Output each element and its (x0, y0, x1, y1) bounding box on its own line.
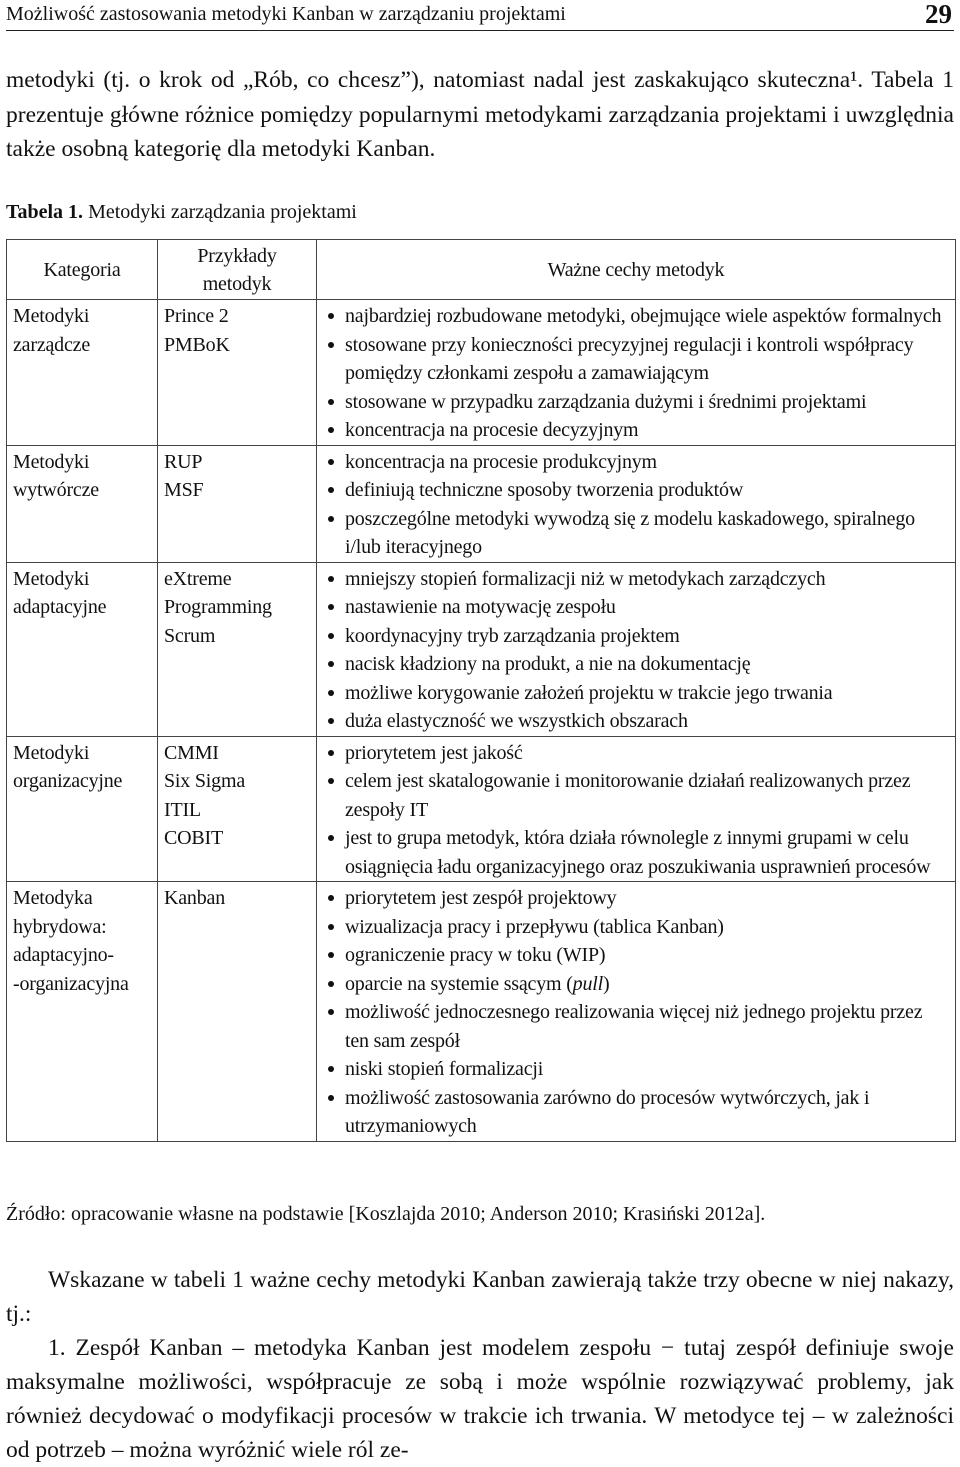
table-row (7, 445, 956, 562)
table-caption-label: Tabela 1. (6, 201, 84, 223)
category-cell (7, 300, 158, 446)
body-paragraph-2: 1. Zespół Kanban – metodyka Kanban jest modelem zespołu − tutaj zespół definiuje swoje maksymalne możliwości, współpracuje ze sobą i może wspólnie rozwiązywać problemy, jak również decydować o modyfikacji procesów w trakcie ich trwania. W metodyce tej – w zależności od potrzeb – można wyróżnić wiele ról ze- (6, 1335, 954, 1463)
features-list (321, 448, 949, 562)
feature-item: koncentracja na procesie decyzyjnym (321, 416, 949, 445)
methods-table (6, 239, 956, 1142)
category-line: hybrydowa: (13, 915, 107, 938)
example-method: CMMI (164, 741, 219, 764)
feature-item: duża elastyczność we wszystkich obszarach (321, 707, 949, 736)
category-line: adaptacyjne (13, 596, 107, 618)
category-cell (7, 562, 158, 736)
example-method: RUP (164, 450, 203, 473)
feature-item: koordynacyjny tryb zarządzania projektem (321, 622, 949, 651)
category-line: Metodyka (13, 887, 93, 909)
feature-item: wizualizacja pracy i przepływu (tablica Kanban) (321, 913, 949, 942)
feature-item: nastawienie na motywację zespołu (321, 593, 949, 622)
body-paragraph-1: Wskazane w tabeli 1 ważne cechy metodyki Kanban zawierają także trzy obecne w niej nakazy, tj.: (6, 1267, 954, 1327)
category-line: Metodyki (13, 305, 90, 327)
category-line: -organizacyjna (13, 972, 129, 995)
table-source-note: Źródło: opracowanie własne na podstawie [Koszlajda 2010; Anderson 2010; Krasiński 2012a]. (6, 1203, 766, 1225)
category-line: organizacyjne (13, 770, 123, 792)
feature-item: jest to grupa metodyk, która działa równolegle z innymi grupami w celu osiągnięcia ładu organizacyjnego oraz poszukiwania usprawnień procesów (321, 824, 949, 881)
feature-item: ograniczenie pracy w toku (WIP) (321, 941, 949, 970)
example-method: Programming (164, 596, 272, 618)
example-method: Prince 2 (164, 305, 229, 327)
example-method: Six Sigma (164, 770, 245, 792)
feature-item: możliwe korygowanie założeń projektu w trakcie jego trwania (321, 679, 949, 708)
features-cell (317, 736, 956, 882)
header-features: Ważne cechy metodyk (317, 240, 956, 300)
example-method: Scrum (164, 624, 216, 647)
table-row (7, 562, 956, 736)
body-text (6, 1263, 954, 1467)
category-line: Metodyki (13, 450, 90, 473)
features-list (321, 302, 949, 445)
category-cell (7, 445, 158, 562)
feature-item: niski stopień formalizacji (321, 1055, 949, 1084)
intro-paragraph: metodyki (tj. o krok od „Rób, co chcesz”), natomiast nadal jest zaskakująco skuteczna¹. Tabela 1 prezentuje główne różnice pomiędzy popularnymi metodykami zarządzania projektami i uwzględnia także osobną kategorię dla metodyki Kanban. (6, 67, 954, 162)
features-list (321, 739, 949, 882)
table-row (7, 300, 956, 446)
running-header (6, 0, 954, 31)
feature-item: koncentracja na procesie produkcyjnym (321, 448, 949, 477)
table-row (7, 882, 956, 1142)
header-title: Możliwość zastosowania metodyki Kanban w zarządzaniu projektami (6, 3, 566, 25)
page-number: 29 (925, 0, 952, 29)
examples-cell (158, 882, 317, 1142)
feature-item: stosowane w przypadku zarządzania dużymi i średnimi projektami (321, 388, 949, 417)
table-caption (6, 201, 357, 224)
examples-cell (158, 300, 317, 446)
example-method: Kanban (164, 887, 225, 909)
table-header-row (7, 240, 956, 300)
features-cell (317, 300, 956, 446)
example-method: eXtreme (164, 567, 232, 590)
examples-cell (158, 736, 317, 882)
features-cell (317, 562, 956, 736)
features-list (321, 884, 949, 1141)
feature-item: celem jest skatalogowanie i monitorowanie działań realizowanych przez zespoły IT (321, 767, 949, 824)
category-line: wytwórcze (13, 479, 99, 501)
header-examples: Przykłady metodyk (158, 240, 317, 300)
table-caption-text: Metodyki zarządzania projektami (88, 201, 357, 223)
example-method: MSF (164, 479, 204, 501)
example-method: PMBoK (164, 333, 230, 356)
examples-cell (158, 445, 317, 562)
feature-item: mniejszy stopień formalizacji niż w metodykach zarządczych (321, 565, 949, 594)
category-line: Metodyki (13, 567, 90, 590)
category-cell (7, 736, 158, 882)
feature-item: nacisk kładziony na produkt, a nie na dokumentację (321, 650, 949, 679)
category-line: zarządcze (13, 333, 90, 356)
category-line: Metodyki (13, 741, 90, 764)
feature-item: oparcie na systemie ssącym (pull) (321, 970, 949, 999)
examples-cell (158, 562, 317, 736)
category-line: adaptacyjno- (13, 944, 114, 966)
feature-item: najbardziej rozbudowane metodyki, obejmujące wiele aspektów formalnych (321, 302, 949, 331)
features-list (321, 565, 949, 736)
example-method: ITIL (164, 798, 201, 821)
example-method: COBIT (164, 827, 224, 849)
feature-item: definiują techniczne sposoby tworzenia produktów (321, 476, 949, 505)
table-row (7, 736, 956, 882)
features-cell (317, 882, 956, 1142)
feature-item: możliwość jednoczesnego realizowania więcej niż jednego projektu przez ten sam zespół (321, 998, 949, 1055)
feature-item: możliwość zastosowania zarówno do procesów wytwórczych, jak i utrzymaniowych (321, 1084, 949, 1141)
category-cell (7, 882, 158, 1142)
features-cell (317, 445, 956, 562)
feature-item: poszczególne metodyki wywodzą się z modelu kaskadowego, spiralnego i/lub iteracyjnego (321, 505, 949, 562)
feature-item: stosowane przy konieczności precyzyjnej regulacji i kontroli współpracy pomiędzy członkami zespołu a zamawiającym (321, 331, 949, 388)
feature-item: priorytetem jest jakość (321, 739, 949, 768)
feature-item: priorytetem jest zespół projektowy (321, 884, 949, 913)
header-category: Kategoria (7, 240, 158, 300)
